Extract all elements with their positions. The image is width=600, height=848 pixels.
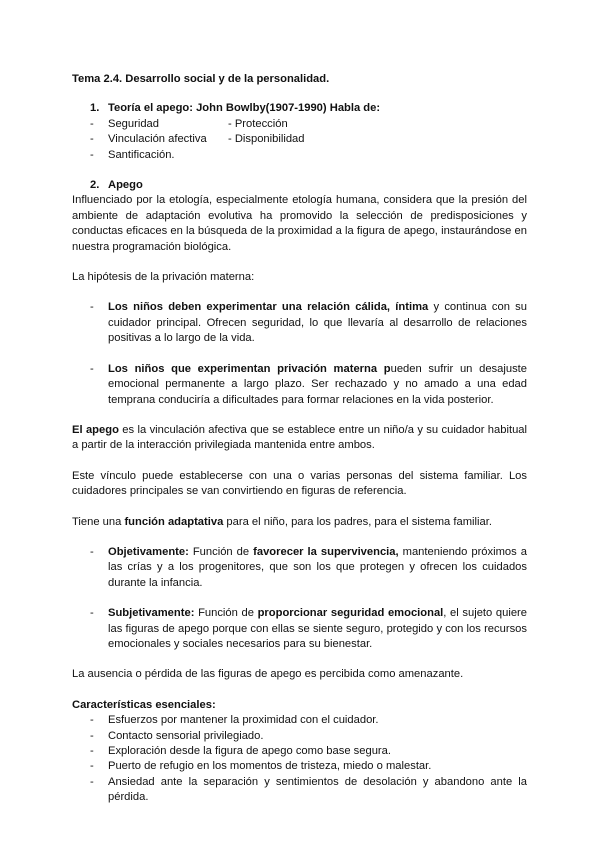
function-bullet (90, 606, 527, 652)
funcion-post: para el niño, para los padres, para el sistema familiar. (223, 515, 492, 528)
dash-marker: - (90, 775, 94, 788)
document-page (72, 72, 527, 806)
bullet-text: y continua con su cuidador principal. Ofrecen seguridad, lo que llevaría al desarrollo de relaciones positivas a lo largo de la vida. (108, 301, 527, 345)
dash-marker: - (90, 301, 94, 314)
function-mid: Función de (188, 545, 254, 558)
list-item-text: Exploración desde la figura de apego como base segura. (108, 745, 391, 757)
list-item-text: Puerto de refugio en los momentos de tristeza, miedo o malestar. (108, 760, 432, 773)
funcion-bold: función adaptativa (124, 515, 224, 528)
list-item-left: Santificación. (108, 148, 175, 161)
dash-marker: - (90, 760, 94, 773)
section-1-list (72, 117, 527, 163)
dash-marker: - (90, 545, 94, 558)
dash-marker: - (90, 133, 94, 146)
section-1-heading (90, 101, 527, 116)
caracteristicas-list (72, 713, 527, 805)
hypothesis-bullet (90, 300, 527, 346)
bullet-text: ueden sufrir un desajuste emocional permanente a largo plazo. Ser rechazado y no amado a una edad temprana conduciría a dificultades para formar relaciones en la vida posterior. (108, 362, 527, 406)
section-1-number: 1. (90, 102, 100, 115)
dash-marker: - (90, 148, 94, 161)
document-title: Tema 2.4. Desarrollo social y de la personalidad. (72, 73, 330, 85)
function-bullet (90, 545, 527, 591)
ausencia-paragraph: La ausencia o pérdida de las figuras de apego es percibida como amenazante. (72, 668, 464, 681)
definition-bold: El apego (72, 423, 119, 436)
hypothesis-label: La hipótesis de la privación materna: (72, 271, 255, 284)
dash-marker: - (90, 607, 94, 620)
dash-marker: - (90, 362, 94, 375)
hypothesis-bullet (90, 362, 527, 408)
list-item-right: - Protección (228, 117, 288, 130)
function-text: manteniendo próximos a las crías y a los progenitores, que son los que protegen y ofrecen los cuidados durante la infancia. (108, 545, 527, 589)
function-bold: favorecer la supervivencia, (253, 545, 399, 558)
section-2-number: 2. (90, 179, 100, 192)
function-label: Subjetivamente: (108, 607, 195, 620)
intro-paragraph: Influenciado por la etología, especialmente etología humana, considera que la presión del ambiente de adaptación evolutiva ha promovido la selección de predisposiciones y conductas eficaces en la búsqueda de la proximidad a la figura de apego, instaurándose en nuestra programación biológica. (72, 194, 527, 253)
definition-paragraph (72, 423, 527, 454)
list-item-text: Ansiedad ante la separación y sentimientos de desolación y abandono ante la pérdida. (108, 775, 527, 804)
list-item (72, 775, 527, 806)
list-item-text: Contacto sensorial privilegiado. (108, 729, 264, 742)
definition-text: es la vinculación afectiva que se establece entre un niño/a y su cuidador habitual a partir de la interacción privilegiada mantenida entre ambos. (72, 423, 527, 452)
list-item-left: Vinculación afectiva (108, 133, 207, 146)
list-item-text: Esfuerzos por mantener la proximidad con el cuidador. (108, 714, 379, 727)
dash-marker: - (90, 745, 94, 757)
list-item (72, 117, 527, 132)
dash-marker: - (90, 117, 94, 130)
function-bold: proporcionar seguridad emocional (257, 607, 444, 620)
dash-marker: - (90, 729, 94, 742)
list-item-left: Seguridad (108, 117, 160, 130)
section-2-heading (90, 178, 527, 193)
list-item (72, 132, 527, 147)
function-mid: Función de (194, 607, 258, 620)
function-label: Objetivamente: (108, 545, 189, 558)
function-text: , el sujeto quiere las figuras de apego porque con ellas se siente seguro, protegido y con los recursos emocionales y sociales necesarios para su bienestar. (108, 607, 527, 650)
funcion-paragraph (72, 515, 527, 530)
list-item (72, 744, 527, 759)
funcion-pre: Tiene una (72, 515, 125, 528)
list-item (72, 729, 527, 744)
vinculo-paragraph: Este vínculo puede establecerse con una o varias personas del sistema familiar. Los cuidadores principales se van convirtiendo en figuras de referencia. (72, 469, 527, 498)
list-item-right: - Disponibilidad (228, 133, 305, 146)
list-item (72, 713, 527, 728)
section-1-title: Teoría el apego: John Bowlby(1907-1990) Habla de: (108, 102, 381, 115)
list-item (72, 148, 527, 163)
caracteristicas-heading: Características esenciales: (72, 698, 216, 711)
section-2-title: Apego (108, 179, 143, 192)
dash-marker: - (90, 714, 94, 727)
bullet-bold: Los niños que experimentan privación materna p (108, 362, 391, 375)
bullet-bold: Los niños deben experimentar una relación cálida, íntima (108, 301, 429, 314)
list-item (72, 759, 527, 774)
